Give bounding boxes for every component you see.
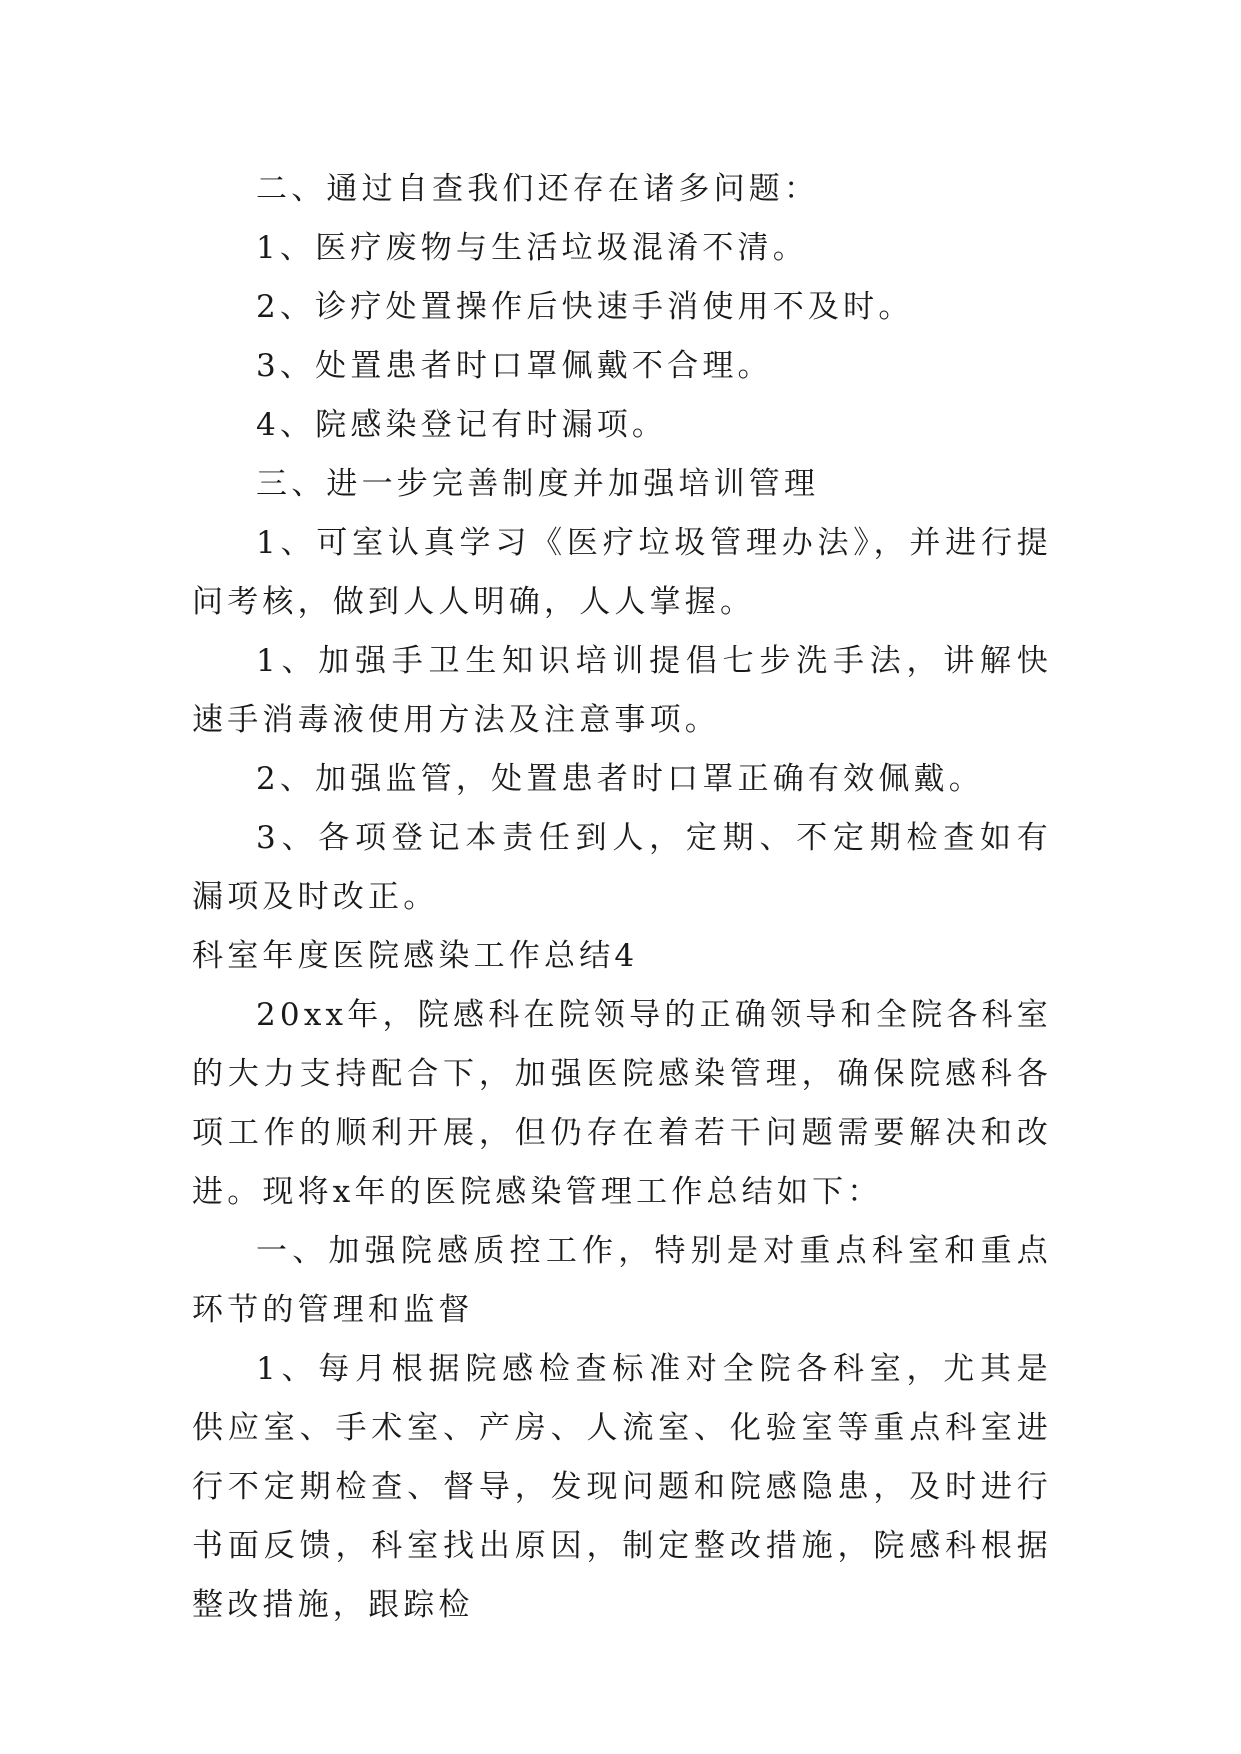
problem-item-1: 1、医疗废物与生活垃圾混淆不清。 — [256, 230, 808, 266]
work-item-1: 1、每月根据院感检查标准对全院各科室，尤其是供应室、手术室、产房、人流室、化验室等重点科室进行不定期检查、督导，发现问题和院感隐患，及时进行书面反馈，科室找出原因，制定整改措施，院感科根据整改措施，跟踪检 — [192, 1351, 1052, 1623]
document-title: 科室年度医院感染工作总结4 — [192, 938, 639, 974]
measure-item-1b: 1、加强手卫生知识培训提倡七步洗手法，讲解快速手消毒液使用方法及注意事项。 — [192, 643, 1052, 738]
section-heading-3: 三、进一步完善制度并加强培训管理 — [256, 466, 820, 502]
section-heading-2: 二、通过自查我们还存在诸多问题： — [256, 171, 820, 207]
problem-item-4: 4、院感染登记有时漏项。 — [256, 407, 668, 443]
measure-item-2: 2、加强监管，处置患者时口罩正确有效佩戴。 — [256, 761, 984, 797]
intro-paragraph: 20xx年，院感科在院领导的正确领导和全院各科室的大力支持配合下，加强医院感染管理，确保院感科各项工作的顺利开展，但仍存在着若干问题需要解决和改进。现将x年的医院感染管理工作总结如下： — [192, 997, 1052, 1210]
measure-item-1a: 1、可室认真学习《医疗垃圾管理办法》，并进行提问考核，做到人人明确，人人掌握。 — [192, 525, 1052, 620]
problem-item-2: 2、诊疗处置操作后快速手消使用不及时。 — [256, 289, 914, 325]
document-body — [192, 160, 1052, 1635]
section-heading-1: 一、加强院感质控工作，特别是对重点科室和重点环节的管理和监督 — [192, 1233, 1052, 1328]
measure-item-3: 3、各项登记本责任到人，定期、不定期检查如有漏项及时改正。 — [192, 820, 1052, 915]
problem-item-3: 3、处置患者时口罩佩戴不合理。 — [256, 348, 773, 384]
